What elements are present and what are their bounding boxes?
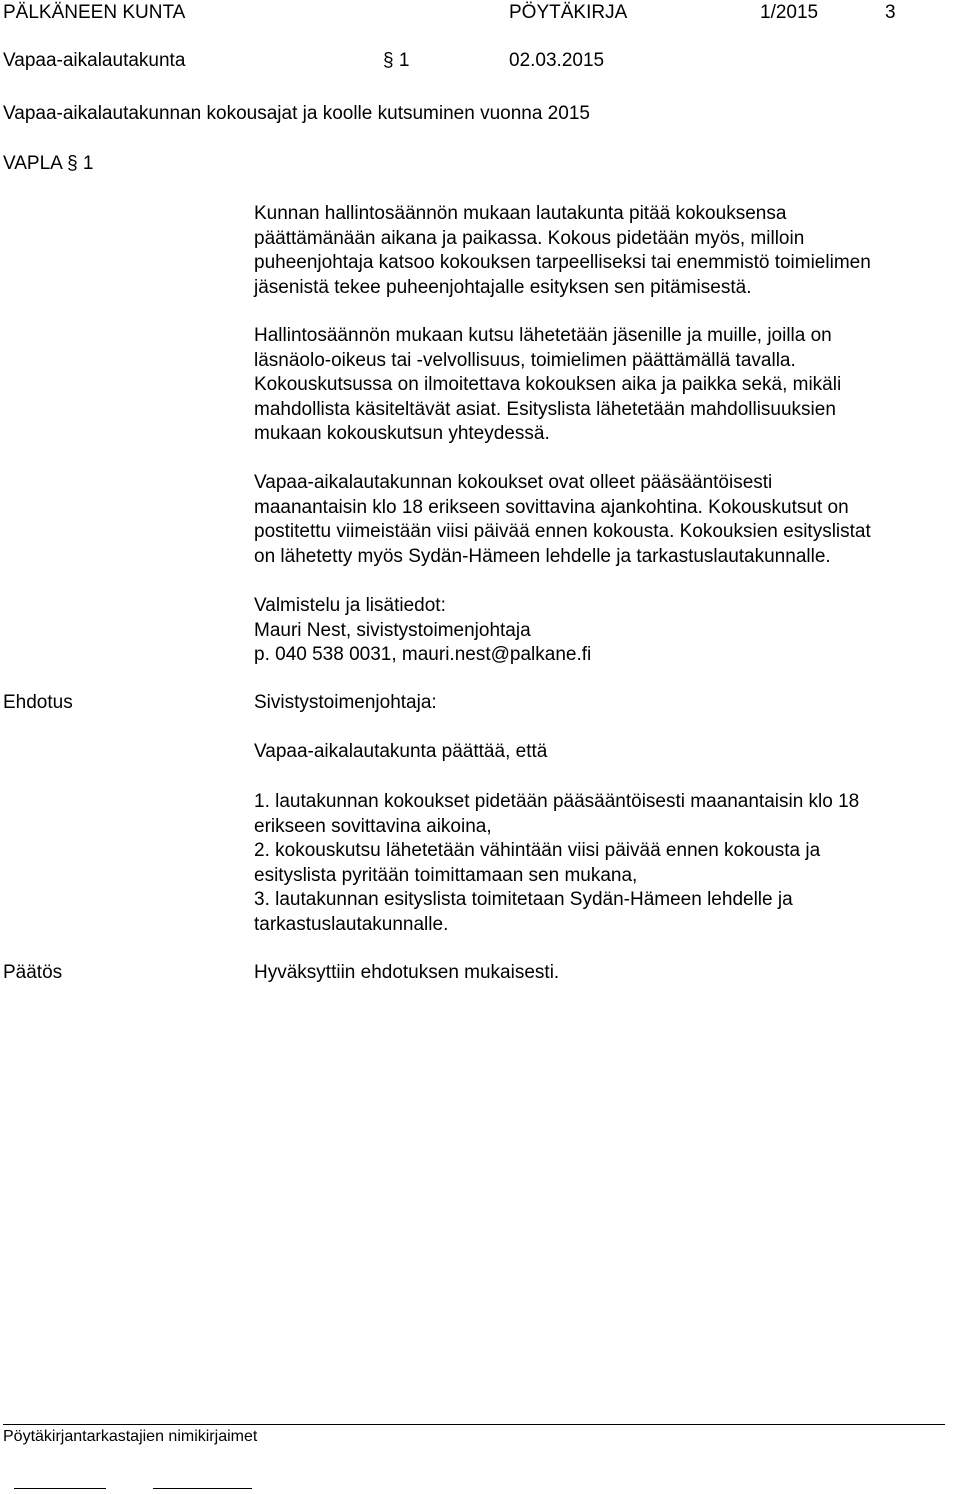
text-line: Kunnan hallintosäännön mukaan lautakunta pitää kokouksensa xyxy=(254,203,787,224)
list-line: esityslista pyritään toimittamaan sen mukana, xyxy=(254,864,638,886)
document-type: PÖYTÄKIRJA xyxy=(509,2,628,23)
preparer-name: Mauri Nest, sivistystoimenjohtaja xyxy=(254,619,531,641)
paragraph-meeting-schedule xyxy=(254,202,954,300)
decision-text: Hyväksyttiin ehdotuksen mukaisesti. xyxy=(254,962,560,983)
decision-label: Päätös xyxy=(3,962,63,983)
item-title: Vapaa-aikalautakunnan kokousajat ja koolle kutsuminen vuonna 2015 xyxy=(3,103,590,124)
text-line: päättämänään aikana ja paikassa. Kokous pidetään myös, milloin xyxy=(254,227,805,249)
text-line: postitettu viimeistään viisi päivää ennen kokousta. Kokouksien esityslistat xyxy=(254,521,871,542)
committee-name: Vapaa-aikalautakunta xyxy=(3,50,186,71)
preparation-label: Valmistelu ja lisätiedot: xyxy=(254,595,446,616)
preparer-contact: p. 040 538 0031, mauri.nest@palkane.fi xyxy=(254,644,592,665)
proposal-label: Ehdotus xyxy=(3,692,73,713)
list-line: erikseen sovittavina aikoina, xyxy=(254,815,492,837)
item-code: VAPLA § 1 xyxy=(3,153,94,174)
text-line: maanantaisin klo 18 erikseen sovittavina ajankohtina. Kokouskutsut on xyxy=(254,496,849,518)
proposal-intro: Vapaa-aikalautakunta päättää, että xyxy=(254,741,548,762)
section-number: § 1 xyxy=(383,50,410,71)
paragraph-past-practice xyxy=(254,471,954,569)
list-line: 2. kokouskutsu lähetetään vähintään viisi päivää ennen kokousta ja xyxy=(254,840,821,861)
footer-divider xyxy=(3,1424,945,1425)
page-number: 3 xyxy=(885,2,896,23)
text-line: Hallintosäännön mukaan kutsu lähetetään jäsenille ja muille, joilla on xyxy=(254,325,832,346)
signature-line-1 xyxy=(14,1488,106,1489)
signature-label: Pöytäkirjantarkastajien nimikirjaimet xyxy=(3,1428,258,1445)
list-line: 1. lautakunnan kokoukset pidetään pääsääntöisesti maanantaisin klo 18 xyxy=(254,791,860,812)
text-line: Kokouskutsussa on ilmoitettava kokouksen aika ja paikka sekä, mikäli xyxy=(254,374,842,395)
list-line: tarkastuslautakunnalle. xyxy=(254,913,449,935)
text-line: jäsenistä tekee puheenjohtajalle esityksen sen pitämisestä. xyxy=(254,276,752,298)
signature-line-2 xyxy=(153,1488,252,1489)
preparation-info xyxy=(254,594,954,668)
paragraph-invitation-rules xyxy=(254,324,954,447)
meeting-date: 02.03.2015 xyxy=(509,50,605,71)
text-line: läsnäolo-oikeus tai -velvollisuus, toimielimen päättämällä tavalla. xyxy=(254,349,796,371)
text-line: puheenjohtaja katsoo kokouksen tarpeelliseksi tai enemmistö toimielimen xyxy=(254,252,871,273)
proposer-label: Sivistystoimenjohtaja: xyxy=(254,692,437,713)
text-line: mukaan kokouskutsun yhteydessä. xyxy=(254,423,550,444)
municipality-name: PÄLKÄNEEN KUNTA xyxy=(3,2,186,23)
text-line: on lähetetty myös Sydän-Hämeen lehdelle ja tarkastuslautakunnalle. xyxy=(254,545,831,567)
document-number: 1/2015 xyxy=(760,2,819,23)
text-line: Vapaa-aikalautakunnan kokoukset ovat olleet pääsääntöisesti xyxy=(254,472,773,493)
text-line: mahdollista käsiteltävät asiat. Esityslista lähetetään mahdollisuuksien xyxy=(254,398,836,420)
list-line: 3. lautakunnan esityslista toimitetaan Sydän-Hämeen lehdelle ja xyxy=(254,889,793,910)
proposal-list xyxy=(254,790,954,937)
